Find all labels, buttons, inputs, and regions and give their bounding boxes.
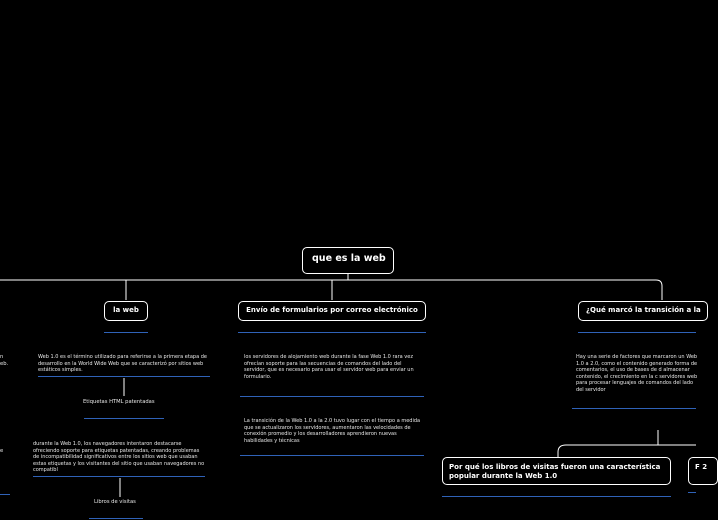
envio-text-2: La transición de la Web 1.0 a la 2.0 tuvo lugar con el tiempo a medida que se actualizaron los servidores, aumentaron las velocidades de conexión promedio y los desarrolladores aprendieron nuevas habilidades y técnicas [244, 418, 421, 444]
sub-topic-right[interactable] [688, 457, 718, 485]
left-fragment-c: e [0, 448, 4, 454]
connector-bus [0, 280, 662, 300]
la-web-intro-text: Web 1.0 es el término utilizado para referirse a la primera etapa de desarrollo en la World Wide Web que se caracterizó por sitios web estáticos simples. [38, 354, 207, 374]
topic-transicion-label: ¿Qué marcó la transición a la [586, 306, 701, 314]
root-node[interactable] [302, 247, 394, 274]
sub-topic-libros-label: Por qué los libros de visitas fueron una característica popular durante la Web 1.0 [449, 463, 661, 480]
connector-sub-libros [558, 430, 658, 457]
sub-topic-libros-visitas[interactable] [442, 457, 671, 485]
topic-la-web-label: la web [113, 306, 139, 314]
underline-etiquetas [84, 418, 164, 419]
underline-sub-right [688, 492, 696, 493]
underline-la-web-intro [38, 376, 210, 377]
left-fragment-b: eb. [0, 361, 9, 367]
libros-label[interactable]: Libros de visitas [94, 499, 136, 505]
topic-envio-label: Envío de formularios por correo electrónico [246, 306, 418, 314]
left-fragment-a: n [0, 354, 4, 360]
etiquetas-text: durante la Web 1.0, los navegadores intentaron destacarse ofreciendo soporte para etiquetas patentadas, creando problemas de incompatibilidad significativos entre los sitios web que usaban estas etiquetas y los visitantes del sitio que usaban navegadores no compatibl [33, 441, 205, 474]
underline-envio-text-2 [240, 455, 424, 456]
envio-text-1: los servidores de alojamiento web durante la fase Web 1.0 rara vez ofrecían soporte para las secuencias de comandos del lado del servidor, que es necesario para usar el servidor web para enviar un formulario. [244, 354, 414, 380]
topic-envio-formularios[interactable] [238, 301, 426, 321]
underline-la-web [104, 332, 148, 333]
underline-envio-text-1 [240, 396, 424, 397]
topic-la-web[interactable] [104, 301, 148, 321]
underline-left-fragment [0, 494, 10, 495]
underline-libros [89, 518, 143, 519]
root-label: que es la web [312, 253, 386, 264]
transicion-text: Hay una serie de factores que marcaron un Web 1.0 a 2.0, como el contenido generado forma de comentarios, el uso de bases de d almacenar contenido, el crecimiento en la c servidores web para procesar lenguajes de comandos del lado del servidor [576, 354, 698, 393]
topic-transicion[interactable] [578, 301, 708, 321]
underline-sub-libros [442, 496, 671, 497]
underline-etiquetas-text [33, 476, 205, 477]
underline-transicion [578, 332, 696, 333]
sub-topic-right-label: F 2 [695, 463, 708, 471]
underline-transicion-text [572, 408, 696, 409]
etiquetas-label[interactable]: Etiquetas HTML patentadas [83, 399, 155, 405]
underline-envio [238, 332, 426, 333]
